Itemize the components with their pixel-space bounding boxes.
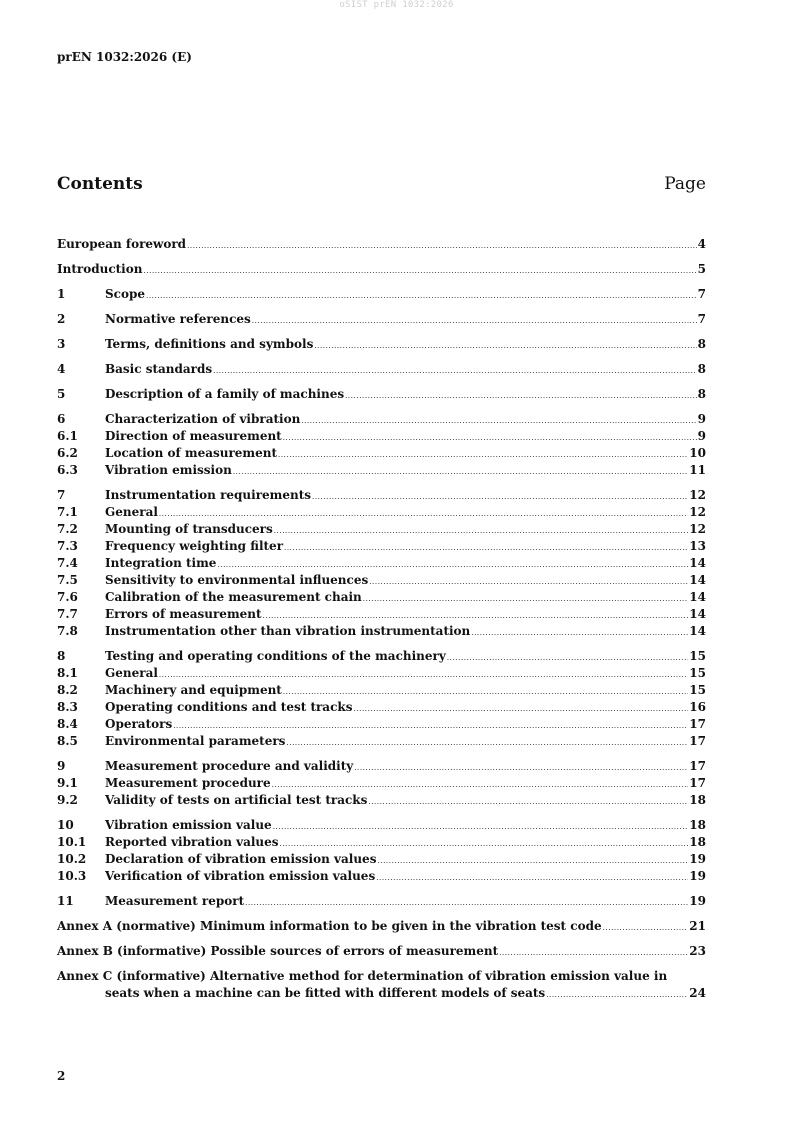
- toc-entry-number: 5: [57, 387, 66, 401]
- toc-entry[interactable]: [57, 504, 706, 521]
- toc-entry-page: 17: [689, 776, 706, 790]
- toc-entry-number: 4: [57, 362, 66, 376]
- toc-entry[interactable]: [57, 648, 706, 665]
- toc-entry-number: 10: [57, 818, 74, 832]
- dot-leader: [314, 338, 696, 355]
- toc-entry-title: Verification of vibration emission values: [105, 869, 376, 883]
- toc-entry-page: 12: [689, 488, 706, 502]
- dot-leader: [187, 238, 697, 255]
- toc-entry[interactable]: [57, 572, 706, 589]
- table-of-contents: [57, 236, 706, 1002]
- toc-entry-number: 6.2: [57, 446, 78, 460]
- toc-entry-title: Normative references: [105, 312, 251, 326]
- toc-entry-title: Frequency weighting filter: [105, 539, 284, 553]
- toc-entry[interactable]: [57, 361, 706, 378]
- dot-leader: [368, 794, 688, 811]
- toc-entry-number: 7.6: [57, 590, 78, 604]
- toc-entry-title: Characterization of vibration: [105, 412, 301, 426]
- toc-entry[interactable]: [57, 521, 706, 538]
- toc-entry[interactable]: [57, 834, 706, 851]
- dot-leader: [369, 574, 688, 591]
- toc-entry-page: 23: [689, 944, 706, 958]
- toc-entry[interactable]: [57, 868, 706, 885]
- toc-entry-annex-c[interactable]: [57, 968, 706, 1002]
- dot-leader: [283, 430, 697, 447]
- page-number: 2: [57, 1069, 66, 1083]
- watermark: oSIST prEN 1032:2026: [339, 0, 454, 10]
- toc-entry-number: 8.3: [57, 700, 78, 714]
- toc-entry[interactable]: [57, 758, 706, 775]
- contents-heading: Contents: [57, 174, 143, 194]
- toc-entry-page: 14: [689, 573, 706, 587]
- toc-entry-number: 6: [57, 412, 66, 426]
- toc-entry-title: Annex A (normative) Minimum information to be given in the vibration test code: [57, 919, 602, 933]
- toc-entry-title: Machinery and equipment: [105, 683, 282, 697]
- dot-leader: [286, 735, 688, 752]
- toc-entry-title: Annex C (informative) Alternative method for determination of vibration emission value in: [57, 969, 668, 983]
- toc-entry[interactable]: [57, 589, 706, 606]
- toc-entry-title: Errors of measurement: [105, 607, 262, 621]
- dot-leader: [284, 540, 688, 557]
- toc-entry-page: 16: [689, 700, 706, 714]
- toc-entry[interactable]: [57, 623, 706, 640]
- toc-entry-number: 3: [57, 337, 66, 351]
- toc-entry-title: Basic standards: [105, 362, 213, 376]
- toc-entry-number: 7: [57, 488, 66, 502]
- dot-leader: [213, 363, 696, 380]
- toc-entry-page: 24: [689, 986, 706, 1000]
- toc-entry-number: 7.1: [57, 505, 78, 519]
- toc-entry-annex[interactable]: [57, 918, 706, 935]
- toc-entry-page: 18: [689, 818, 706, 832]
- toc-entry-page: 7: [697, 287, 706, 301]
- toc-entry-page: 18: [689, 835, 706, 849]
- toc-entry-title: European foreword: [57, 237, 187, 251]
- toc-entry-title: Instrumentation requirements: [105, 488, 312, 502]
- toc-entry-number: 7.7: [57, 607, 78, 621]
- toc-entry-annex[interactable]: [57, 943, 706, 960]
- toc-entry[interactable]: [57, 699, 706, 716]
- dot-leader: [376, 870, 688, 887]
- toc-entry-page: 14: [689, 624, 706, 638]
- toc-entry[interactable]: [57, 311, 706, 328]
- toc-entry-page: 14: [689, 556, 706, 570]
- toc-entry-title: General: [105, 666, 158, 680]
- toc-entry[interactable]: [57, 555, 706, 572]
- dot-leader: [377, 853, 688, 870]
- toc-entry-number: 9.1: [57, 776, 78, 790]
- toc-entry-page: 18: [689, 793, 706, 807]
- dot-leader: [143, 263, 696, 280]
- toc-entry-page: 9: [697, 412, 706, 426]
- toc-entry-page: 15: [689, 683, 706, 697]
- toc-entry-number: 7.3: [57, 539, 78, 553]
- toc-entry-title: Introduction: [57, 262, 143, 276]
- toc-entry-number: 9.2: [57, 793, 78, 807]
- dot-leader: [471, 625, 688, 642]
- toc-entry-number: 8.1: [57, 666, 78, 680]
- toc-entry-title: Declaration of vibration emission values: [105, 852, 377, 866]
- toc-entry[interactable]: [57, 462, 706, 479]
- toc-entry[interactable]: [57, 606, 706, 623]
- toc-entry-page: 17: [689, 759, 706, 773]
- toc-entry-page: 19: [689, 869, 706, 883]
- toc-entry[interactable]: [57, 716, 706, 733]
- toc-entry-number: 10.1: [57, 835, 87, 849]
- toc-entry[interactable]: [57, 261, 706, 278]
- toc-entry[interactable]: [57, 775, 706, 792]
- toc-entry-number: 1: [57, 287, 66, 301]
- dot-leader: [245, 895, 688, 912]
- toc-entry[interactable]: [57, 817, 706, 834]
- toc-entry[interactable]: [57, 445, 706, 462]
- dot-leader: [274, 523, 689, 540]
- toc-entry[interactable]: [57, 386, 706, 403]
- toc-entry[interactable]: [57, 893, 706, 910]
- toc-entry-title: Mounting of transducers: [105, 522, 273, 536]
- toc-entry-title: Testing and operating conditions of the machinery: [105, 649, 446, 663]
- toc-entry[interactable]: [57, 851, 706, 868]
- toc-entry-page: 14: [689, 607, 706, 621]
- toc-entry[interactable]: [57, 682, 706, 699]
- toc-entry-number: 8.5: [57, 734, 78, 748]
- toc-entry-page: 8: [697, 337, 706, 351]
- toc-entry-number: 6.3: [57, 463, 78, 477]
- toc-entry-number: 6.1: [57, 429, 78, 443]
- toc-entry-page: 17: [689, 734, 706, 748]
- toc-entry[interactable]: [57, 236, 706, 253]
- toc-entry-number: 10.2: [57, 852, 87, 866]
- dot-leader: [146, 288, 697, 305]
- toc-entry-page: 19: [689, 894, 706, 908]
- toc-entry-title: Measurement report: [105, 894, 245, 908]
- toc-entry[interactable]: [57, 336, 706, 353]
- toc-entry-number: 8: [57, 649, 66, 663]
- toc-entry-title: Measurement procedure and validity: [105, 759, 354, 773]
- toc-entry-title: Operating conditions and test tracks: [105, 700, 353, 714]
- toc-entry-title: Location of measurement: [105, 446, 278, 460]
- toc-entry[interactable]: [57, 487, 706, 504]
- dot-leader: [301, 413, 696, 430]
- toc-entry-title: Sensitivity to environmental influences: [105, 573, 369, 587]
- toc-entry-number: 10.3: [57, 869, 87, 883]
- toc-entry-title: Description of a family of machines: [105, 387, 345, 401]
- toc-entry-title: seats when a machine can be fitted with different models of seats: [105, 986, 546, 1000]
- dot-leader: [252, 313, 697, 330]
- toc-entry-number: 2: [57, 312, 66, 326]
- toc-entry-number: 9: [57, 759, 66, 773]
- page-column-label: Page: [664, 174, 706, 194]
- dot-leader: [353, 701, 688, 718]
- dot-leader: [603, 920, 689, 937]
- toc-entry-title: General: [105, 505, 158, 519]
- toc-entry-page: 15: [689, 649, 706, 663]
- toc-entry-title: Scope: [105, 287, 146, 301]
- dot-leader: [354, 760, 688, 777]
- toc-entry-number: 7.4: [57, 556, 78, 570]
- toc-entry-page: 21: [689, 919, 706, 933]
- toc-entry-page: 8: [697, 387, 706, 401]
- toc-entry-page: 5: [697, 262, 706, 276]
- toc-entry-title: Measurement procedure: [105, 776, 271, 790]
- toc-entry-title: Instrumentation other than vibration instrumentation: [105, 624, 471, 638]
- toc-entry-title: Integration time: [105, 556, 217, 570]
- toc-entry[interactable]: [57, 665, 706, 682]
- toc-entry-page: 14: [689, 590, 706, 604]
- toc-entry[interactable]: [57, 411, 706, 428]
- toc-entry[interactable]: [57, 428, 706, 445]
- dot-leader: [273, 819, 689, 836]
- toc-entry-title: Environmental parameters: [105, 734, 286, 748]
- toc-entry-page: 11: [689, 463, 706, 477]
- toc-entry[interactable]: [57, 733, 706, 750]
- dot-leader: [233, 464, 688, 481]
- toc-entry-page: 8: [697, 362, 706, 376]
- toc-entry-page: 9: [697, 429, 706, 443]
- toc-entry-page: 10: [689, 446, 706, 460]
- toc-entry-page: 7: [697, 312, 706, 326]
- toc-entry[interactable]: [57, 286, 706, 303]
- toc-entry-title: Calibration of the measurement chain: [105, 590, 362, 604]
- toc-entry-number: 8.4: [57, 717, 78, 731]
- toc-entry-page: 12: [689, 505, 706, 519]
- toc-entry-page: 19: [689, 852, 706, 866]
- dot-leader: [312, 489, 688, 506]
- dot-leader: [278, 447, 688, 464]
- dot-leader: [345, 388, 697, 405]
- toc-entry-title: Direction of measurement: [105, 429, 282, 443]
- toc-entry-page: 15: [689, 666, 706, 680]
- toc-entry-number: 7.2: [57, 522, 78, 536]
- toc-entry-title: Vibration emission: [105, 463, 232, 477]
- toc-entry-number: 11: [57, 894, 74, 908]
- toc-entry[interactable]: [57, 538, 706, 555]
- toc-entry-page: 4: [697, 237, 706, 251]
- dot-leader: [499, 945, 688, 962]
- toc-entry-title: Terms, definitions and symbols: [105, 337, 314, 351]
- toc-entry[interactable]: [57, 792, 706, 809]
- toc-entry-title: Annex B (informative) Possible sources of errors of measurement: [57, 944, 499, 958]
- toc-entry-title: Reported vibration values: [105, 835, 279, 849]
- toc-entry-number: 7.8: [57, 624, 78, 638]
- toc-entry-title: Validity of tests on artificial test tracks: [105, 793, 368, 807]
- toc-entry-title: Vibration emission value: [105, 818, 272, 832]
- dot-leader: [447, 650, 688, 667]
- toc-entry-page: 12: [689, 522, 706, 536]
- toc-entry-page: 17: [689, 717, 706, 731]
- dot-leader: [546, 987, 688, 1004]
- toc-entry-number: 8.2: [57, 683, 78, 697]
- dot-leader: [363, 591, 689, 608]
- toc-entry-title: Operators: [105, 717, 173, 731]
- document-id: prEN 1032:2026 (E): [57, 50, 192, 64]
- toc-entry-number: 7.5: [57, 573, 78, 587]
- toc-entry-page: 13: [689, 539, 706, 553]
